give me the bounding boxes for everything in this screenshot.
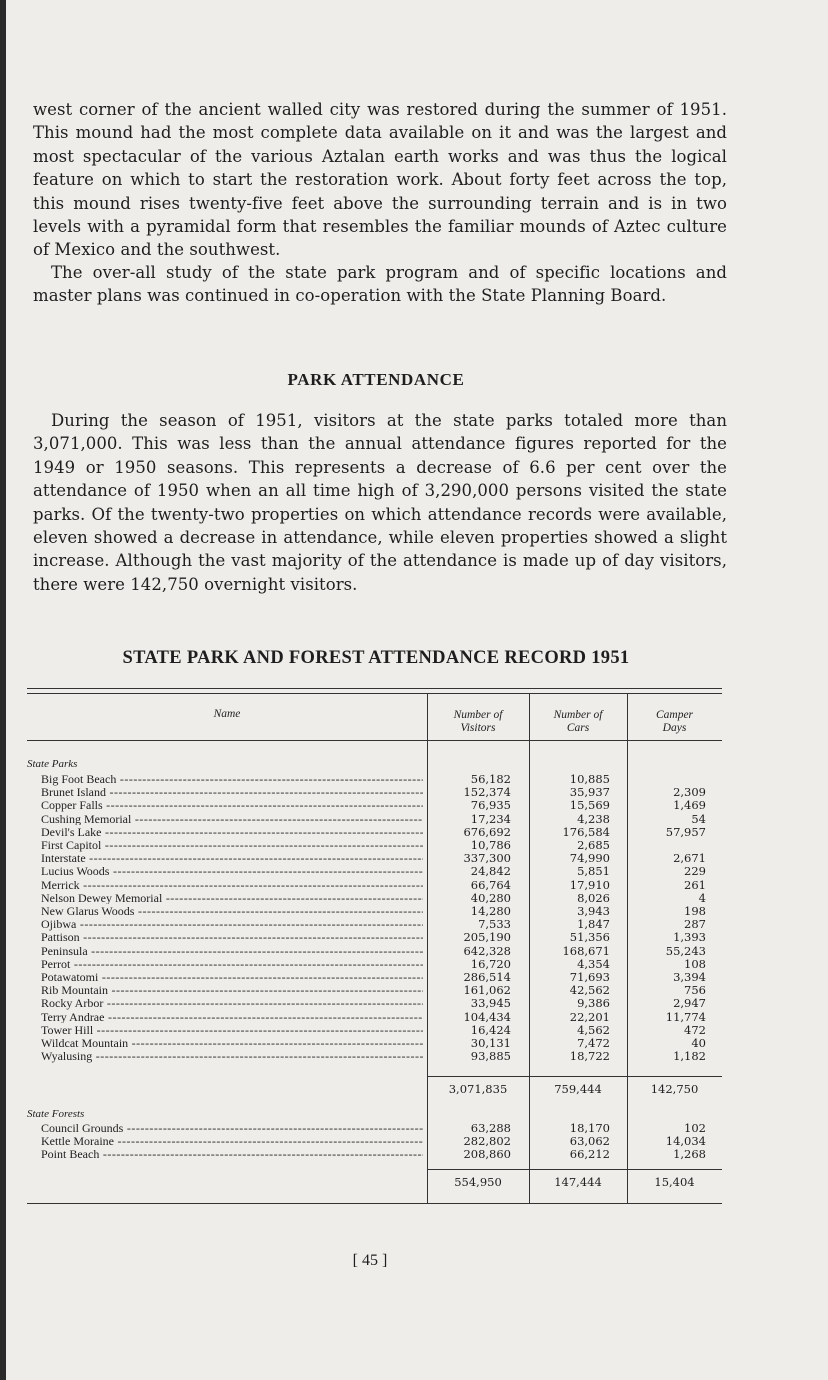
row-cars: 71,693	[569, 970, 610, 984]
table-top-rule-2	[27, 693, 722, 694]
row-camper-days: 287	[684, 917, 706, 932]
row-camper-days: 4	[698, 890, 706, 905]
row-camper-days: 55,243	[665, 943, 706, 958]
table-row	[27, 1148, 722, 1161]
table-row	[27, 852, 722, 865]
row-cars: 35,937	[569, 785, 610, 800]
row-cars: 5,851	[577, 864, 610, 879]
row-visitors: 282,802	[463, 1134, 511, 1149]
row-cars: 18,170	[569, 1121, 610, 1135]
row-camper-days: 2,671	[673, 851, 706, 866]
column-header-camper-line1: Camper	[655, 709, 694, 721]
row-camper-days: 1,268	[673, 1147, 706, 1162]
row-visitors: 76,935	[470, 798, 511, 813]
row-camper-days: 261	[684, 877, 706, 892]
column-header-visitors	[427, 709, 529, 735]
table-row	[27, 984, 722, 997]
row-visitors: 63,288	[470, 1121, 511, 1135]
table-title: STATE PARK AND FOREST ATTENDANCE RECORD 1951	[122, 648, 630, 668]
parks-total-visitors: 3,071,835	[448, 1082, 508, 1096]
table-row	[27, 879, 722, 892]
row-cars: 51,356	[569, 930, 610, 945]
row-visitors: 642,328	[463, 943, 511, 958]
row-name: New Glarus Woods -----	[41, 905, 423, 918]
row-cars: 22,201	[569, 1009, 610, 1024]
table-bottom-rule	[27, 1203, 722, 1204]
column-header-cars-line1: Number of	[553, 709, 603, 721]
row-camper-days: 198	[684, 904, 706, 918]
table-row	[27, 799, 722, 812]
row-name: Terry Andrae -----	[41, 1011, 423, 1024]
row-visitors: 14,280	[470, 904, 511, 918]
row-visitors: 152,374	[463, 785, 511, 800]
row-name: Perrot -----	[41, 958, 423, 971]
row-visitors: 7,533	[478, 917, 511, 932]
group-label-state-parks: State Parks	[27, 758, 78, 770]
row-name: Tower Hill -----	[41, 1024, 423, 1037]
group-label-state-forests: State Forests	[27, 1108, 85, 1120]
column-header-visitors-line1: Number of	[453, 709, 503, 721]
table-row	[27, 945, 722, 958]
row-name: Lucius Woods -----	[41, 865, 423, 878]
parks-total-cars: 759,444	[554, 1082, 602, 1096]
row-cars: 17,910	[569, 877, 610, 892]
header-bottom-rule	[27, 740, 722, 741]
row-visitors: 161,062	[463, 983, 511, 998]
row-visitors: 66,764	[470, 877, 511, 892]
row-name: Interstate -----	[41, 852, 423, 865]
row-name: Ojibwa -----	[41, 918, 423, 931]
row-camper-days: 14,034	[665, 1134, 706, 1149]
row-cars: 7,472	[577, 1036, 610, 1050]
row-name: Wyalusing -----	[41, 1050, 423, 1063]
column-header-camper	[627, 709, 722, 735]
forests-total-visitors: 554,950	[454, 1175, 502, 1189]
row-name: Merrick -----	[41, 879, 423, 892]
row-visitors: 16,720	[470, 956, 511, 971]
row-name: Point Beach -----	[41, 1148, 423, 1161]
page-binding-edge	[0, 0, 6, 1380]
row-visitors: 17,234	[470, 811, 511, 826]
table-row	[27, 997, 722, 1010]
row-name: Rib Mountain -----	[41, 984, 423, 997]
row-cars: 3,943	[577, 904, 610, 918]
row-visitors: 16,424	[470, 1022, 511, 1037]
row-visitors: 208,860	[463, 1147, 511, 1162]
section-heading: PARK ATTENDANCE	[287, 370, 465, 389]
row-name: Brunet Island -----	[41, 786, 423, 799]
row-name: Rocky Arbor -----	[41, 997, 423, 1010]
table-row	[27, 1011, 722, 1024]
row-camper-days: 756	[684, 983, 706, 998]
row-visitors: 104,434	[463, 1009, 511, 1024]
row-camper-days: 1,393	[673, 930, 706, 945]
row-cars: 10,885	[569, 772, 610, 786]
row-visitors: 93,885	[470, 1049, 511, 1064]
forests-total-camper: 15,404	[654, 1175, 695, 1189]
forests-total-cars: 147,444	[554, 1175, 602, 1189]
row-camper-days: 108	[684, 956, 706, 971]
row-visitors: 676,692	[463, 824, 511, 839]
row-cars: 9,386	[577, 996, 610, 1011]
row-camper-days: 229	[684, 864, 706, 879]
table-row	[27, 1024, 722, 1037]
row-camper-days: 40	[691, 1036, 706, 1050]
table-row	[27, 892, 722, 905]
table-row	[27, 786, 722, 799]
table-row	[27, 1122, 722, 1135]
column-header-camper-line2: Days	[662, 722, 687, 734]
row-camper-days: 11,774	[665, 1009, 706, 1024]
paragraph-planning-study: The over-all study of the state park program and of specific locations and master plans was continued in co-operation with the State Planning Board.	[33, 263, 727, 306]
row-camper-days: 2,947	[673, 996, 706, 1011]
row-cars: 15,569	[569, 798, 610, 813]
page-number: [ 45 ]	[352, 1252, 388, 1269]
row-camper-days: 54	[691, 811, 706, 826]
row-name: Nelson Dewey Memorial -----	[41, 892, 423, 905]
row-name: Council Grounds -----	[41, 1122, 423, 1135]
parks-subtotal-rule	[427, 1076, 722, 1077]
row-visitors: 24,842	[470, 864, 511, 879]
row-visitors: 337,300	[463, 851, 511, 866]
row-camper-days: 472	[684, 1022, 706, 1037]
row-name: Potawatomi -----	[41, 971, 423, 984]
row-name: Big Foot Beach -----	[41, 773, 423, 786]
row-camper-days: 57,957	[665, 824, 706, 839]
table-row	[27, 958, 722, 971]
row-visitors: 10,786	[470, 838, 511, 852]
row-cars: 74,990	[569, 851, 610, 866]
column-header-name: Name	[213, 708, 241, 720]
row-name: First Capitol -----	[41, 839, 423, 852]
row-cars: 1,847	[577, 917, 610, 932]
row-camper-days: 1,182	[673, 1049, 706, 1064]
table-row	[27, 971, 722, 984]
table-row	[27, 1050, 722, 1063]
row-cars: 168,671	[562, 943, 610, 958]
table-top-rule	[27, 688, 722, 689]
row-visitors: 30,131	[470, 1036, 511, 1050]
column-header-visitors-line2: Visitors	[460, 722, 496, 734]
row-cars: 2,685	[577, 838, 610, 852]
row-cars: 63,062	[569, 1134, 610, 1149]
paragraph-attendance: During the season of 1951, visitors at the state parks totaled more than 3,071,000. This was less than the annual attendance figures reported for the 1949 or 1950 seasons. This represents a decrease of 6.6 per cent over the attendance of 1950 when an all time high of 3,290,000 persons visited the state parks. Of the twenty-two properties on which attendance records were available, eleven showed a decrease in attendance, while eleven properties showed a slight increase. Although the vast majority of the attendance is made up of day visitors, there were 142,750 overnight visitors.	[33, 411, 727, 594]
row-camper-days: 2,309	[673, 785, 706, 800]
row-name: Peninsula -----	[41, 945, 423, 958]
row-cars: 176,584	[562, 824, 610, 839]
row-cars: 4,238	[577, 811, 610, 826]
table-row	[27, 931, 722, 944]
table-row	[27, 839, 722, 852]
row-cars: 18,722	[569, 1049, 610, 1064]
row-name: Devil's Lake -----	[41, 826, 423, 839]
row-camper-days: 3,394	[673, 970, 706, 984]
row-cars: 66,212	[569, 1147, 610, 1162]
row-visitors: 40,280	[470, 890, 511, 905]
table-row	[27, 1037, 722, 1050]
table-row	[27, 826, 722, 839]
row-cars: 42,562	[569, 983, 610, 998]
table-row	[27, 918, 722, 931]
row-visitors: 205,190	[463, 930, 511, 945]
table-row	[27, 1135, 722, 1148]
row-name: Copper Falls -----	[41, 799, 423, 812]
row-camper-days: 1,469	[673, 798, 706, 813]
parks-total-camper: 142,750	[650, 1082, 699, 1096]
table-row	[27, 865, 722, 878]
table-row	[27, 773, 722, 786]
column-header-cars	[529, 709, 627, 735]
row-camper-days: 102	[684, 1121, 706, 1135]
row-name: Kettle Moraine -----	[41, 1135, 423, 1148]
paragraph-mound-restoration: west corner of the ancient walled city was restored during the summer of 1951. This mound had the most complete data available on it and was the largest and most spectacular of the various Aztalan earth works and was thus the logical feature on which to start the restoration work. About forty feet across the top, this mound rises twenty-five feet above the surrounding terrain and is in two levels with a pyramidal form that resembles the familiar mounds of Aztec culture of Mexico and the southwest.	[33, 100, 727, 260]
row-visitors: 33,945	[470, 996, 511, 1011]
table-row	[27, 813, 722, 826]
row-name: Pattison -----	[41, 931, 423, 944]
row-cars: 8,026	[577, 890, 610, 905]
row-visitors: 286,514	[463, 970, 511, 984]
forests-subtotal-rule	[427, 1169, 722, 1170]
row-name: Cushing Memorial -----	[41, 813, 423, 826]
row-name: Wildcat Mountain -----	[41, 1037, 423, 1050]
row-cars: 4,354	[577, 956, 610, 971]
column-header-cars-line2: Cars	[566, 722, 590, 734]
row-visitors: 56,182	[470, 772, 511, 786]
row-cars: 4,562	[577, 1022, 610, 1037]
table-row	[27, 905, 722, 918]
attendance-table	[27, 688, 722, 1206]
